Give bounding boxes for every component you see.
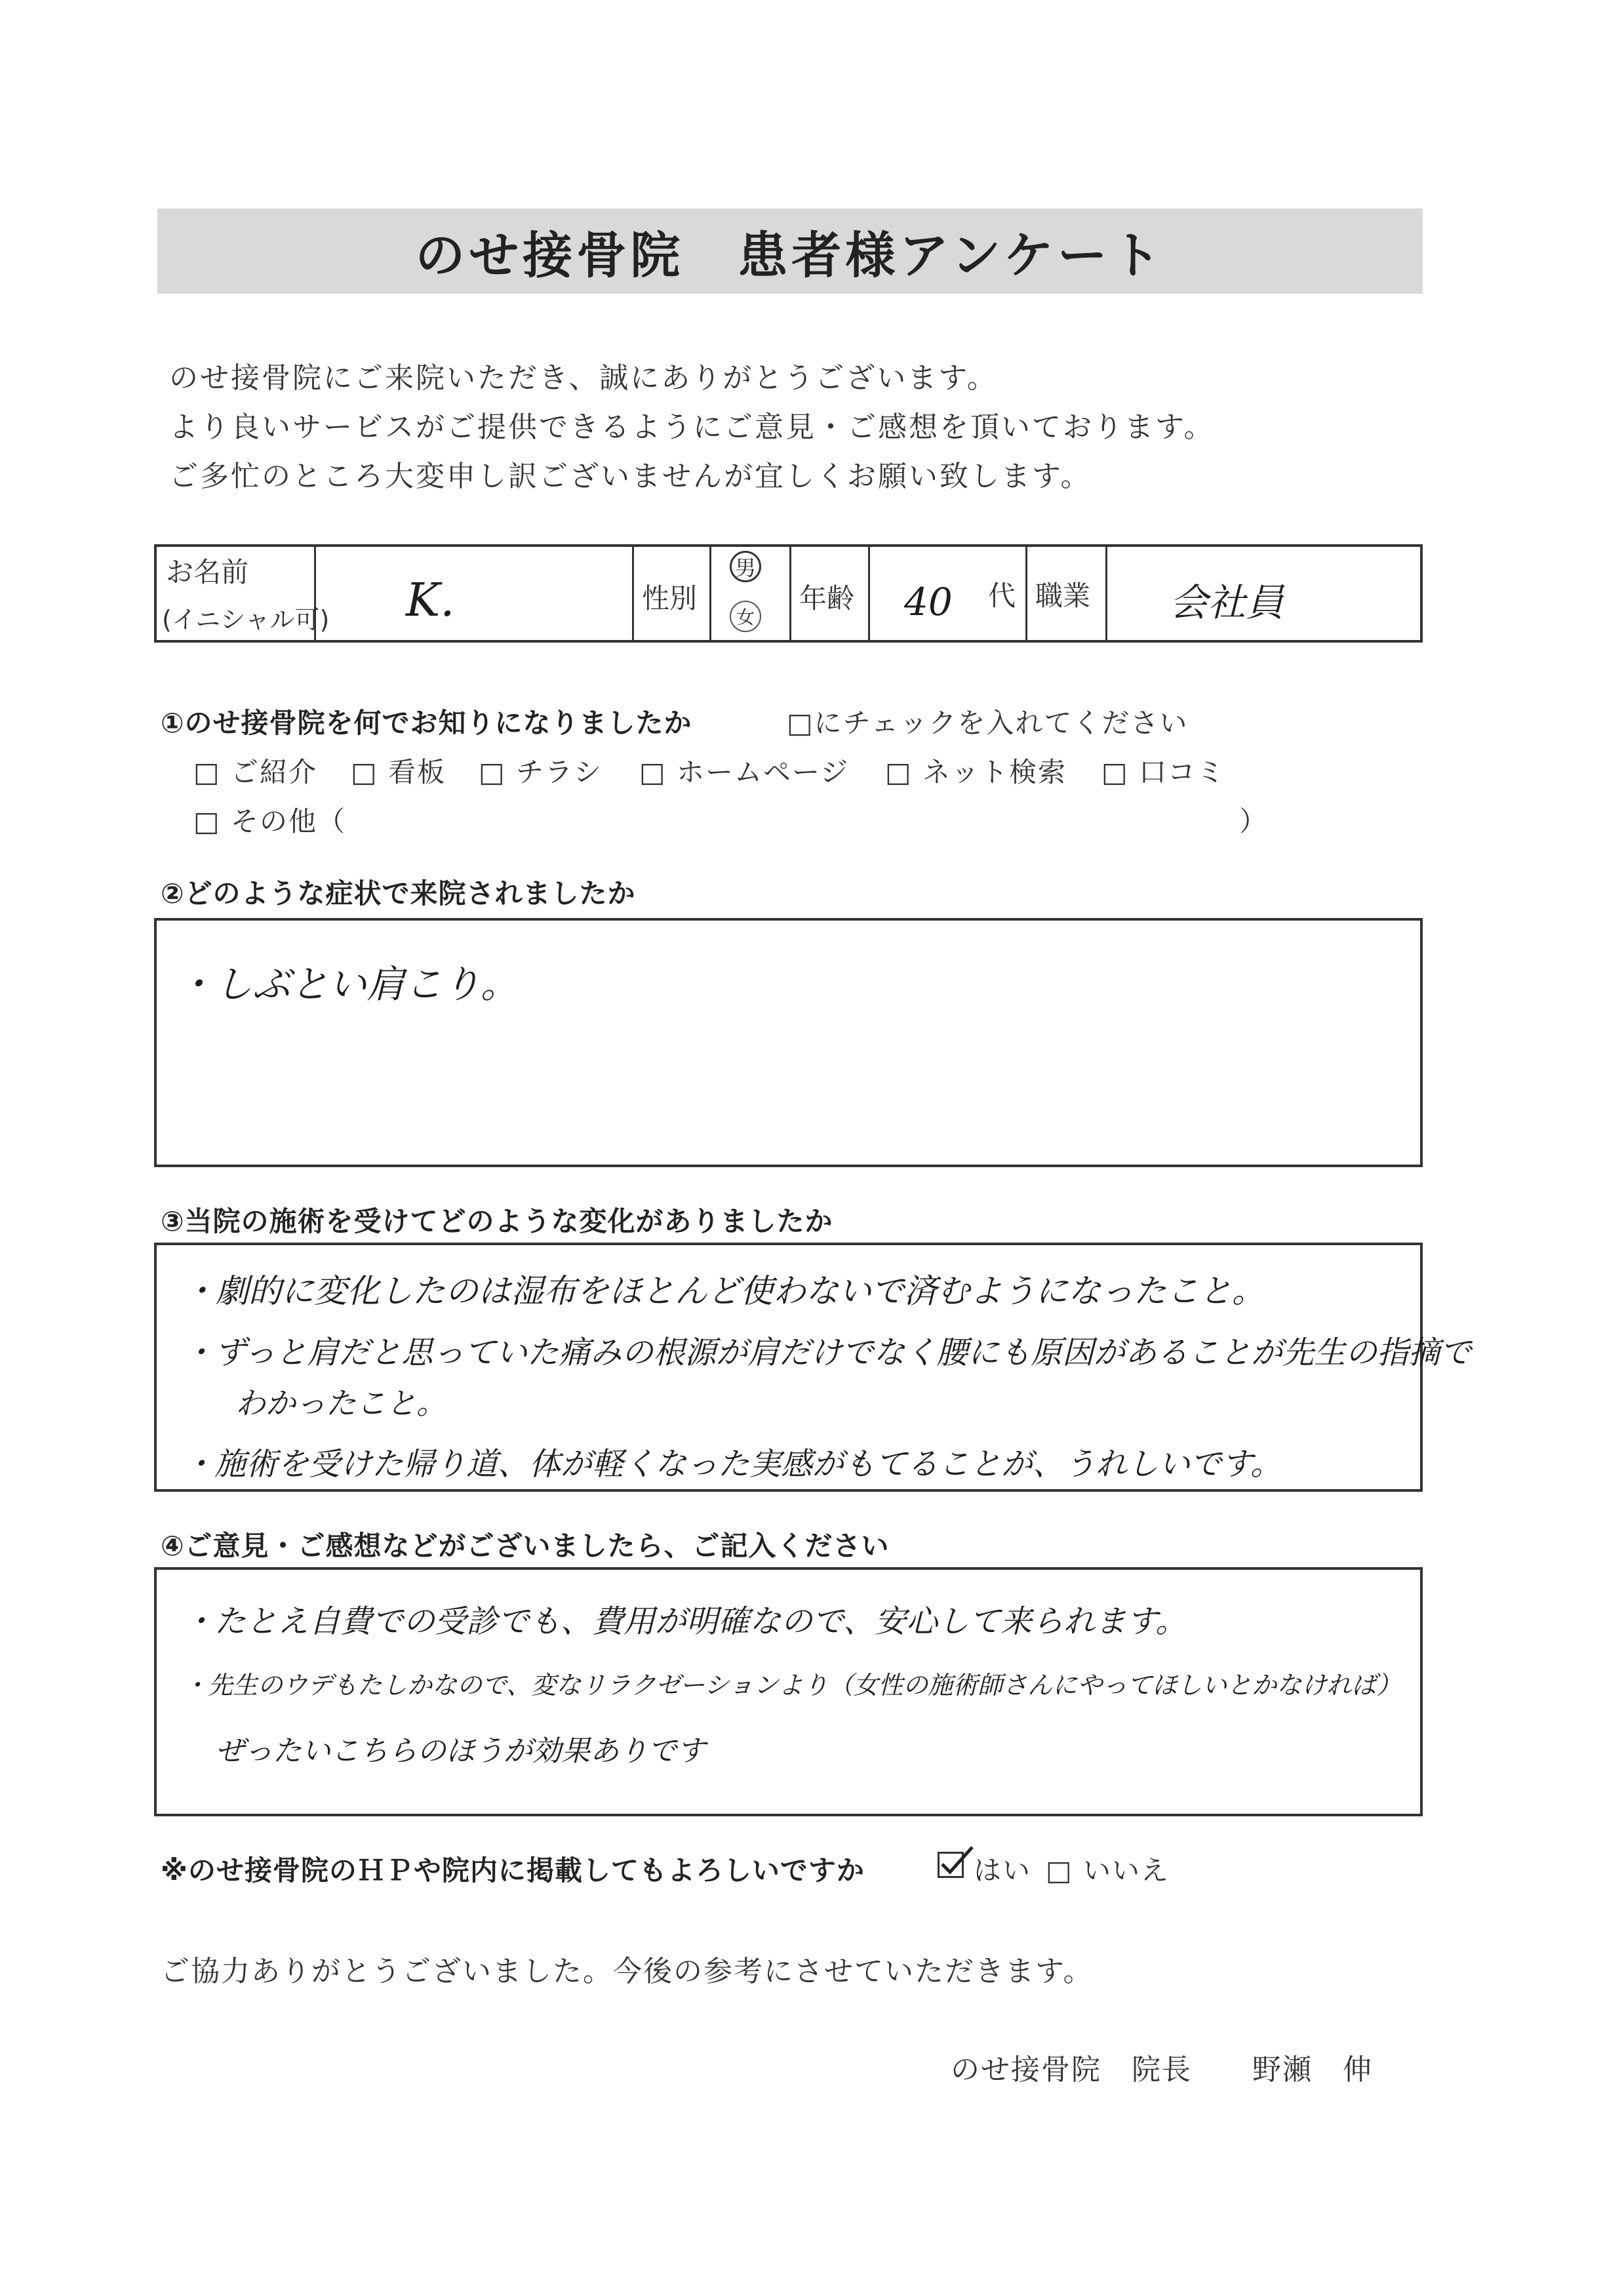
signature: のせ接骨院 院長 野瀬 伸: [951, 2053, 1373, 2086]
q2-answer: ・しぶとい肩こり。: [176, 962, 519, 1007]
q3-heading: ③当院の施術を受けてどのような変化がありましたか: [161, 1205, 833, 1237]
job-value[interactable]: 会社員: [1170, 580, 1284, 625]
q1-option-word-of-mouth[interactable]: □ 口コミ: [1101, 756, 1226, 788]
q3-answer-line-3: わかったこと。: [235, 1386, 446, 1421]
q3-answer-box[interactable]: [154, 1243, 1472, 1492]
q4-heading: ④ご意見・ご感想などがございましたら、ご記入ください: [161, 1530, 890, 1562]
age-label: 年齢: [799, 582, 855, 614]
page-title: のせ接骨院 患者様アンケート: [415, 226, 1165, 285]
checkmark-icon: [938, 1845, 975, 1879]
patient-info-table: [154, 544, 1423, 643]
q1-option-referral[interactable]: □ ご紹介: [193, 756, 318, 788]
gender-female-option: 女: [736, 607, 755, 628]
age-suffix: 代: [988, 580, 1016, 612]
intro-line-2: より良いサービスがご提供できるようにご意見・ご感想を頂いております。: [169, 410, 1215, 444]
q1-option-signboard[interactable]: □ 看板: [351, 756, 446, 788]
q1-option-web-search[interactable]: □ ネット検索: [885, 756, 1067, 788]
q4-answer-line-2: ・先生のウデもたしかなので、変なリラクゼーションより（女性の施術師さんにやってほしいとかなければ）: [183, 1671, 1402, 1700]
q1-heading: ①のせ接骨院を何でお知りになりましたか: [161, 707, 692, 739]
age-value[interactable]: 40: [904, 580, 953, 624]
name-value[interactable]: K.: [406, 573, 455, 627]
gender-female-circle[interactable]: [730, 601, 761, 632]
thanks-text: ご協力ありがとうございました。今後の参考にさせていただきます。: [161, 1955, 1094, 1988]
q3-answer-line-4: ・施術を受けた帰り道、体が軽くなった実感がもてることが、うれしいです。: [183, 1446, 1282, 1483]
q1-option-homepage[interactable]: □ ホームページ: [639, 756, 850, 788]
job-label: 職業: [1035, 580, 1091, 612]
q4-answer-box[interactable]: [154, 1567, 1423, 1816]
gender-male-option: 男: [734, 555, 756, 580]
consent-yes-label[interactable]: はい: [974, 1854, 1032, 1886]
name-label: お名前: [166, 556, 249, 588]
consent-no-option[interactable]: □ いいえ: [1046, 1854, 1170, 1886]
consent-yes-checkbox[interactable]: [938, 1852, 964, 1878]
q3-answer-line-1: ・劇的に変化したのは湿布をほとんど使わないで済むようになったこと。: [183, 1272, 1265, 1310]
q2-answer-box[interactable]: [154, 918, 1423, 1167]
q4-answer-line-3: ぜったいこちらのほうが効果ありです: [216, 1734, 706, 1768]
q1-option-other[interactable]: □ その他（: [193, 805, 347, 837]
intro-line-1: のせ接骨院にご来院いただき、誠にありがとうございます。: [169, 361, 998, 395]
q3-answer-line-2: ・ずっと肩だと思っていた痛みの根源が肩だけでなく腰にも原因があることが先生の指摘で: [183, 1334, 1472, 1371]
q1-instruction: □にチェックを入れてください: [787, 707, 1189, 739]
q1-option-flyer[interactable]: □ チラシ: [479, 756, 603, 788]
q4-answer-line-1: ・たとえ自費での受診でも、費用が明確なので、安心して来られます。: [183, 1603, 1187, 1640]
intro-line-3: ご多忙のところ大変申し訳ございませんが宜しくお願い致します。: [169, 460, 1092, 493]
consent-question: ※のせ接骨院のＨＰや院内に掲載してもよろしいですか: [161, 1854, 865, 1886]
gender-label: 性別: [642, 582, 698, 614]
title-band: [157, 209, 1423, 294]
name-sublabel: (イニシャル可): [162, 605, 330, 634]
q2-heading: ②どのような症状で来院されましたか: [161, 877, 636, 909]
q1-other-close: ）: [1239, 805, 1269, 837]
gender-male-circle[interactable]: [730, 551, 761, 582]
